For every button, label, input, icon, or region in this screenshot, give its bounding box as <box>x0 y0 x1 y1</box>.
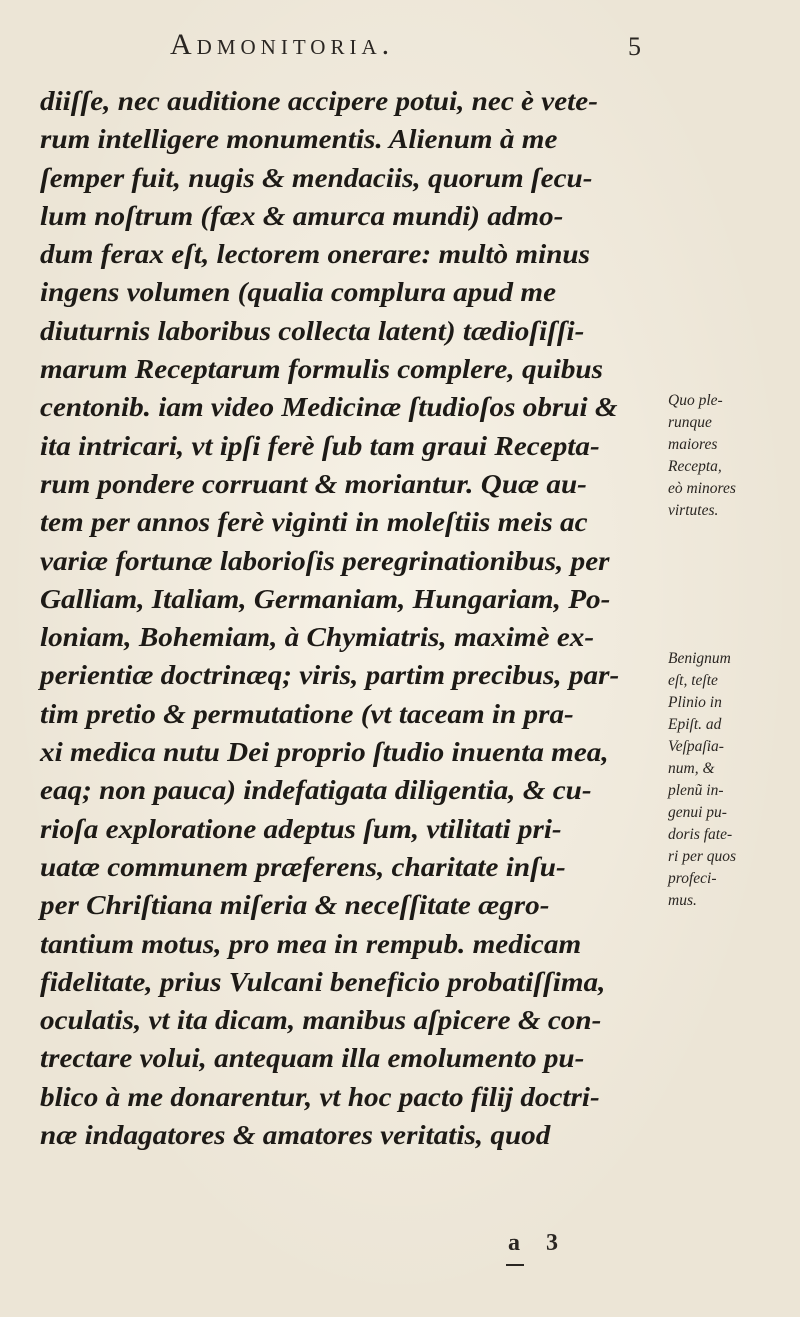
page-number: 5 <box>628 32 641 61</box>
text-line: ingens volumen (qualia complura apud me <box>40 277 557 308</box>
text-line: diuturnis laboribus collecta latent) tædioſiſſi- <box>40 315 585 346</box>
text-line: dum ferax eſt, lectorem onerare: multò minus <box>40 239 590 270</box>
text-line: næ indagatores & amatores veritatis, quod <box>40 1120 551 1151</box>
text-line: variæ fortunæ laborioſis peregrinationibus, per <box>40 545 610 576</box>
text-line: fidelitate, prius Vulcani beneficio probatiſſima, <box>40 966 606 997</box>
margin-line: Veſpaſia- <box>668 738 724 755</box>
margin-line: doris fate- <box>668 826 733 843</box>
margin-line: mus. <box>668 892 697 909</box>
text-line: lum noſtrum (fæx & amurca mundi) admo- <box>40 200 564 231</box>
text-line: rioſa exploratione adeptus ſum, vtilitati pri- <box>40 813 562 844</box>
margin-line: Recepta, <box>668 458 722 475</box>
text-line: trectare volui, antequam illa emolumento pu- <box>40 1043 585 1074</box>
text-line: per Chriſtiana miſeria & neceſſitate ægro- <box>40 890 550 921</box>
margin-line: num, & <box>668 760 715 777</box>
margin-line: runque <box>668 414 712 431</box>
text-line: tem per annos ferè viginti in moleſtiis meis ac <box>40 507 588 538</box>
margin-line: eſt, teſte <box>668 672 718 689</box>
text-line: loniam, Bohemiam, à Chymiatris, maximè ex- <box>40 622 595 653</box>
text-line: tantium motus, pro mea in rempub. medicam <box>40 928 582 959</box>
margin-line: ri per quos <box>668 848 737 865</box>
text-line: centonib. iam video Medicinæ ſtudioſos obrui & <box>40 392 618 423</box>
text-line: marum Receptarum formulis complere, quibus <box>40 354 604 385</box>
margin-line: profeci- <box>668 870 717 887</box>
margin-line: Plinio in <box>668 694 722 711</box>
text-line: oculatis, vt ita dicam, manibus aſpicere & con- <box>40 1005 602 1036</box>
margin-line: virtutes. <box>668 502 719 519</box>
margin-line: Epiſt. ad <box>668 716 722 733</box>
text-line: ita intricari, vt ipſi ferè ſub tam graui Recepta- <box>40 430 600 461</box>
text-line: xi medica nutu Dei proprio ſtudio inuenta mea, <box>40 737 609 768</box>
main-text-block <box>40 82 660 1154</box>
text-line: Galliam, Italiam, Germaniam, Hungariam, Po- <box>40 583 611 614</box>
margin-line: genui pu- <box>668 804 727 821</box>
signature-underline <box>506 1264 524 1266</box>
text-line: tim pretio & permutatione (vt taceam in pra- <box>40 698 574 729</box>
text-line: rum pondere corruant & moriantur. Quæ au- <box>40 468 587 499</box>
marginal-note-recepta <box>668 390 796 522</box>
text-line: diiſſe, nec auditione accipere potui, nec è vete- <box>40 86 598 116</box>
marginal-note-plinio <box>668 648 796 912</box>
text-line: eaq; non pauca) indefatigata diligentia, & cu- <box>40 775 592 806</box>
running-head: Admonitoria. <box>170 28 395 61</box>
text-line: perientiæ doctrinæq; viris, partim precibus, par- <box>40 660 620 691</box>
page-header <box>0 28 800 68</box>
signature-mark: a 3 <box>508 1230 568 1256</box>
margin-line: Quo ple- <box>668 392 723 409</box>
page-footer <box>0 1230 800 1270</box>
text-line: rum intelligere monumentis. Alienum à me <box>40 124 558 155</box>
text-line: uatæ communem præferens, charitate inſu- <box>40 851 566 882</box>
text-line: ſemper fuit, nugis & mendaciis, quorum ſecu- <box>40 162 593 193</box>
text-line: blico à me donarentur, vt hoc pacto filij doctri- <box>40 1081 600 1112</box>
margin-line: maiores <box>668 436 718 453</box>
margin-line: plenũ in- <box>668 782 724 799</box>
margin-line: eò minores <box>668 480 736 497</box>
margin-line: Benignum <box>668 650 731 667</box>
